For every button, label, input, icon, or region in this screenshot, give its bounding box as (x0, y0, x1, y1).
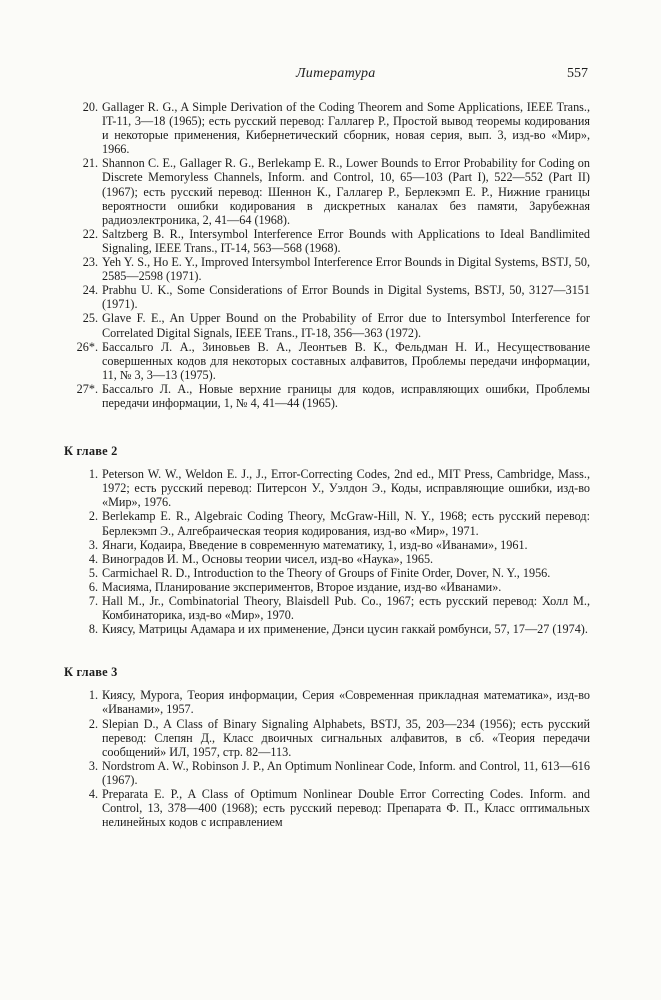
reference-number: 3. (88, 758, 98, 773)
reference-item (64, 311, 590, 339)
reference-text: Saltzberg B. R., Intersymbol Interference Error Bounds with Applications to Ideal Bandlimited Signaling, IEEE Trans., IT-14, 563—568 (1968). (102, 226, 590, 255)
reference-text: Yeh Y. S., Ho E. Y., Improved Intersymbol Interference Error Bounds in Digital Systems, BSTJ, 50, 2585—2598 (1971). (102, 255, 590, 284)
reference-number: 5. (88, 565, 98, 580)
reference-number: 20. (82, 100, 98, 114)
reference-item (64, 580, 590, 594)
reference-list-chapter-1 (64, 100, 590, 410)
reference-item (64, 594, 590, 622)
reference-number: 27*. (76, 381, 98, 396)
reference-item (64, 538, 590, 552)
reference-text: Бассальго Л. А., Новые верхние границы для кодов, исправляющих ошибки, Проблемы передачи информации, 1, № 4, 41—44 (1965). (102, 381, 590, 410)
bibliography (64, 100, 590, 829)
reference-number: 24. (82, 283, 98, 298)
reference-number: 3. (88, 537, 98, 552)
reference-number: 22. (82, 226, 98, 241)
reference-number: 23. (82, 255, 98, 270)
reference-item (64, 622, 590, 636)
reference-number: 4. (88, 551, 98, 566)
reference-number: 25. (82, 311, 98, 326)
reference-number: 8. (88, 622, 98, 637)
section-heading-chapter-2: К главе 2 (64, 444, 118, 459)
reference-item (64, 787, 590, 829)
reference-text: Glave F. E., An Upper Bound on the Probability of Error due to Intersymbol Interference for Correlated Digital Signals, IEEE Trans., IT-18, 356—363 (1972). (102, 311, 590, 340)
reference-item (64, 227, 590, 255)
reference-item (64, 566, 590, 580)
reference-text: Hall M., Jr., Combinatorial Theory, Blaisdell Pub. Co., 1967; есть русский перевод: Холл М., Комбинаторика, изд-во «Мир», 1970. (102, 594, 590, 623)
reference-text: Киясу, Матрицы Адамара и их применение, Дэнси цусин гаккай ромбунси, 57, 17—27 (1974). (102, 622, 588, 637)
reference-list-chapter-3 (64, 688, 590, 829)
reference-item (64, 340, 590, 382)
reference-text: Янаги, Кодаира, Введение в современную математику, 1, изд-во «Иванами», 1961. (102, 537, 528, 552)
reference-number: 6. (88, 579, 98, 594)
reference-item (64, 759, 590, 787)
reference-text: Виноградов И. М., Основы теории чисел, изд-во «Наука», 1965. (102, 551, 434, 566)
reference-text: Peterson W. W., Weldon E. J., J., Error-Correcting Codes, 2nd ed., MIT Press, Cambridge, Mass., 1972; есть русский перевод: Питерсон У., Уэлдон Э., Коды, исправляющие ошибки, изд-во «Мир», 1976. (102, 467, 590, 510)
reference-item (64, 255, 590, 283)
running-title: Литература (296, 66, 376, 81)
reference-number: 1. (88, 467, 98, 482)
reference-text: Киясу, Мурога, Теория информации, Серия «Современная прикладная математика», изд-во «Иванами», 1957. (102, 688, 590, 717)
reference-text: Slepian D., A Class of Binary Signaling Alphabets, BSTJ, 35, 203—234 (1956); есть русский перевод: Слепян Д., Класс двоичных сигнальных алфавитов, в сб. «Теория передачи сообщений» ИЛ, 1957, стр. 82—113. (102, 716, 590, 759)
reference-text: Масияма, Планирование экспериментов, Второе издание, изд-во «Иванами». (102, 579, 502, 594)
reference-text: Shannon C. E., Gallager R. G., Berlekamp E. R., Lower Bounds to Error Probability for Coding on Discrete Memoryless Channels, Inform. and Control, 10, 65—103 (Part I), 522—552 (Part II) (1967); есть русский перевод: Шеннон К., Галлагер Р., Берлекэмп Е. Р., Нижние границы вероятности ошибки кодирования в дискретных каналах без памяти, Зарубежная радиоэлектроника, 2, 41—64 (1968). (102, 156, 590, 227)
reference-item (64, 100, 590, 156)
reference-item (64, 552, 590, 566)
reference-number: 7. (88, 594, 98, 608)
reference-number: 2. (88, 716, 98, 731)
reference-item (64, 382, 590, 410)
reference-item (64, 509, 590, 537)
reference-item (64, 283, 590, 311)
reference-text: Berlekamp E. R., Algebraic Coding Theory, McGraw-Hill, N. Y., 1968; есть русский перевод: Берлекэмп Э., Алгебраическая теория кодирования, изд-во «Мир», 1971. (102, 509, 590, 538)
reference-text: Carmichael R. D., Introduction to the Theory of Groups of Finite Order, Dover, N. Y., 1956. (102, 565, 551, 580)
reference-number: 26*. (76, 339, 98, 354)
reference-number: 2. (88, 509, 98, 524)
reference-item (64, 688, 590, 716)
reference-number: 4. (88, 787, 98, 802)
section-heading-chapter-3: К главе 3 (64, 665, 118, 680)
reference-item (64, 156, 590, 226)
reference-text: Nordstrom A. W., Robinson J. P., An Optimum Nonlinear Code, Inform. and Control, 11, 613—616 (1967). (102, 758, 590, 787)
reference-number: 1. (88, 688, 98, 703)
reference-item (64, 467, 590, 509)
reference-text: Preparata E. P., A Class of Optimum Nonlinear Double Error Correcting Codes. Inform. and Control, 13, 378—400 (1968); есть русский перевод: Препарата Ф. П., Класс оптимальных нелинейных кодов с исправлением (102, 787, 590, 830)
reference-item (64, 717, 590, 759)
reference-text: Prabhu U. K., Some Considerations of Error Bounds in Digital Systems, BSTJ, 50, 3127—3151 (1971). (102, 283, 590, 312)
reference-text: Бассальго Л. А., Зиновьев В. А., Леонтьев В. К., Фельдман Н. И., Несуществование совершенных кодов для некоторых составных алфавитов, Проблемы передачи информации, 11, № 3, 3—13 (1975). (102, 339, 590, 382)
running-header (0, 66, 661, 86)
reference-number: 21. (82, 156, 98, 171)
reference-list-chapter-2 (64, 467, 590, 636)
reference-text: Gallager R. G., A Simple Derivation of the Coding Theorem and Some Applications, IEEE Trans., IT-11, 3—18 (1965); есть русский перевод: Галлагер Р., Простой вывод теоремы кодирования и некоторые применения, Кибернетический сборник, новая серия, вып. 3, изд-во «Мир», 1966. (102, 100, 590, 157)
page-number: 557 (567, 66, 588, 81)
